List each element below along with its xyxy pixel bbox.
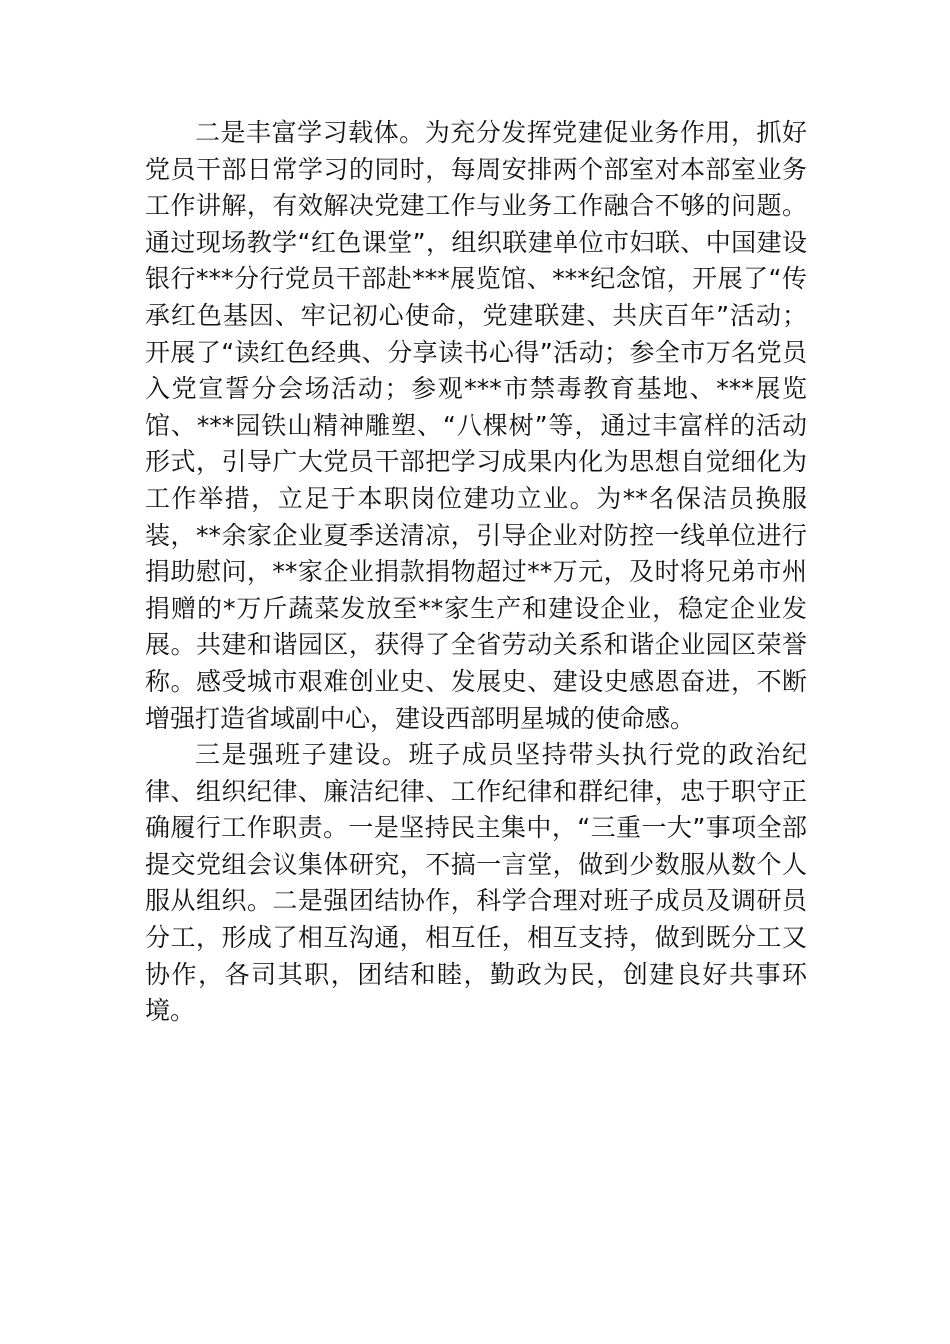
document-body — [145, 115, 807, 1030]
paragraph-team-building: 三是强班子建设。班子成员坚持带头执行党的政治纪律、组织纪律、廉洁纪律、工作纪律和群纪律，忠于职守正确履行工作职责。一是坚持民主集中，“三重一大”事项全部提交党组会议集体研究，不搞一言堂，做到少数服从数个人服从组织。二是强团结协作，科学合理对班子成员及调研员分工，形成了相互沟通，相互任，相互支持，做到既分工又协作，各司其职，团结和睦，勤政为民，创建良好共事环境。 — [145, 740, 807, 1026]
paragraph-learning-carriers: 二是丰富学习载体。为充分发挥党建促业务作用，抓好党员干部日常学习的同时，每周安排两个部室对本部室业务工作讲解，有效解决党建工作与业务工作融合不够的问题。通过现场教学“红色课堂”，组织联建单位市妇联、中国建设银行***分行党员干部赴***展览馆、***纪念馆，开展了“传承红色基因、牢记初心使命，党建联建、共庆百年”活动；开展了“读红色经典、分享读书心得”活动；参全市万名党员入党宣誓分会场活动；参观***市禁毒教育基地、***展览馆、***园铁山精神雕塑、“八棵树”等，通过丰富样的活动形式，引导广大党员干部把学习成果内化为思想自觉细化为工作举措，立足于本职岗位建功立业。为**名保洁员换服装，**余家企业夏季送清凉，引导企业对防控一线单位进行捐助慰问，**家企业捐款捐物超过**万元，及时将兄弟市州捐赠的*万斤蔬菜发放至**家生产和建设企业，稳定企业发展。共建和谐园区，获得了全省劳动关系和谐企业园区荣誉称。感受城市艰难创业史、发展史、建设史感恩奋进，不断增强打造省域副中心，建设西部明星城的使命感。 — [145, 118, 807, 733]
